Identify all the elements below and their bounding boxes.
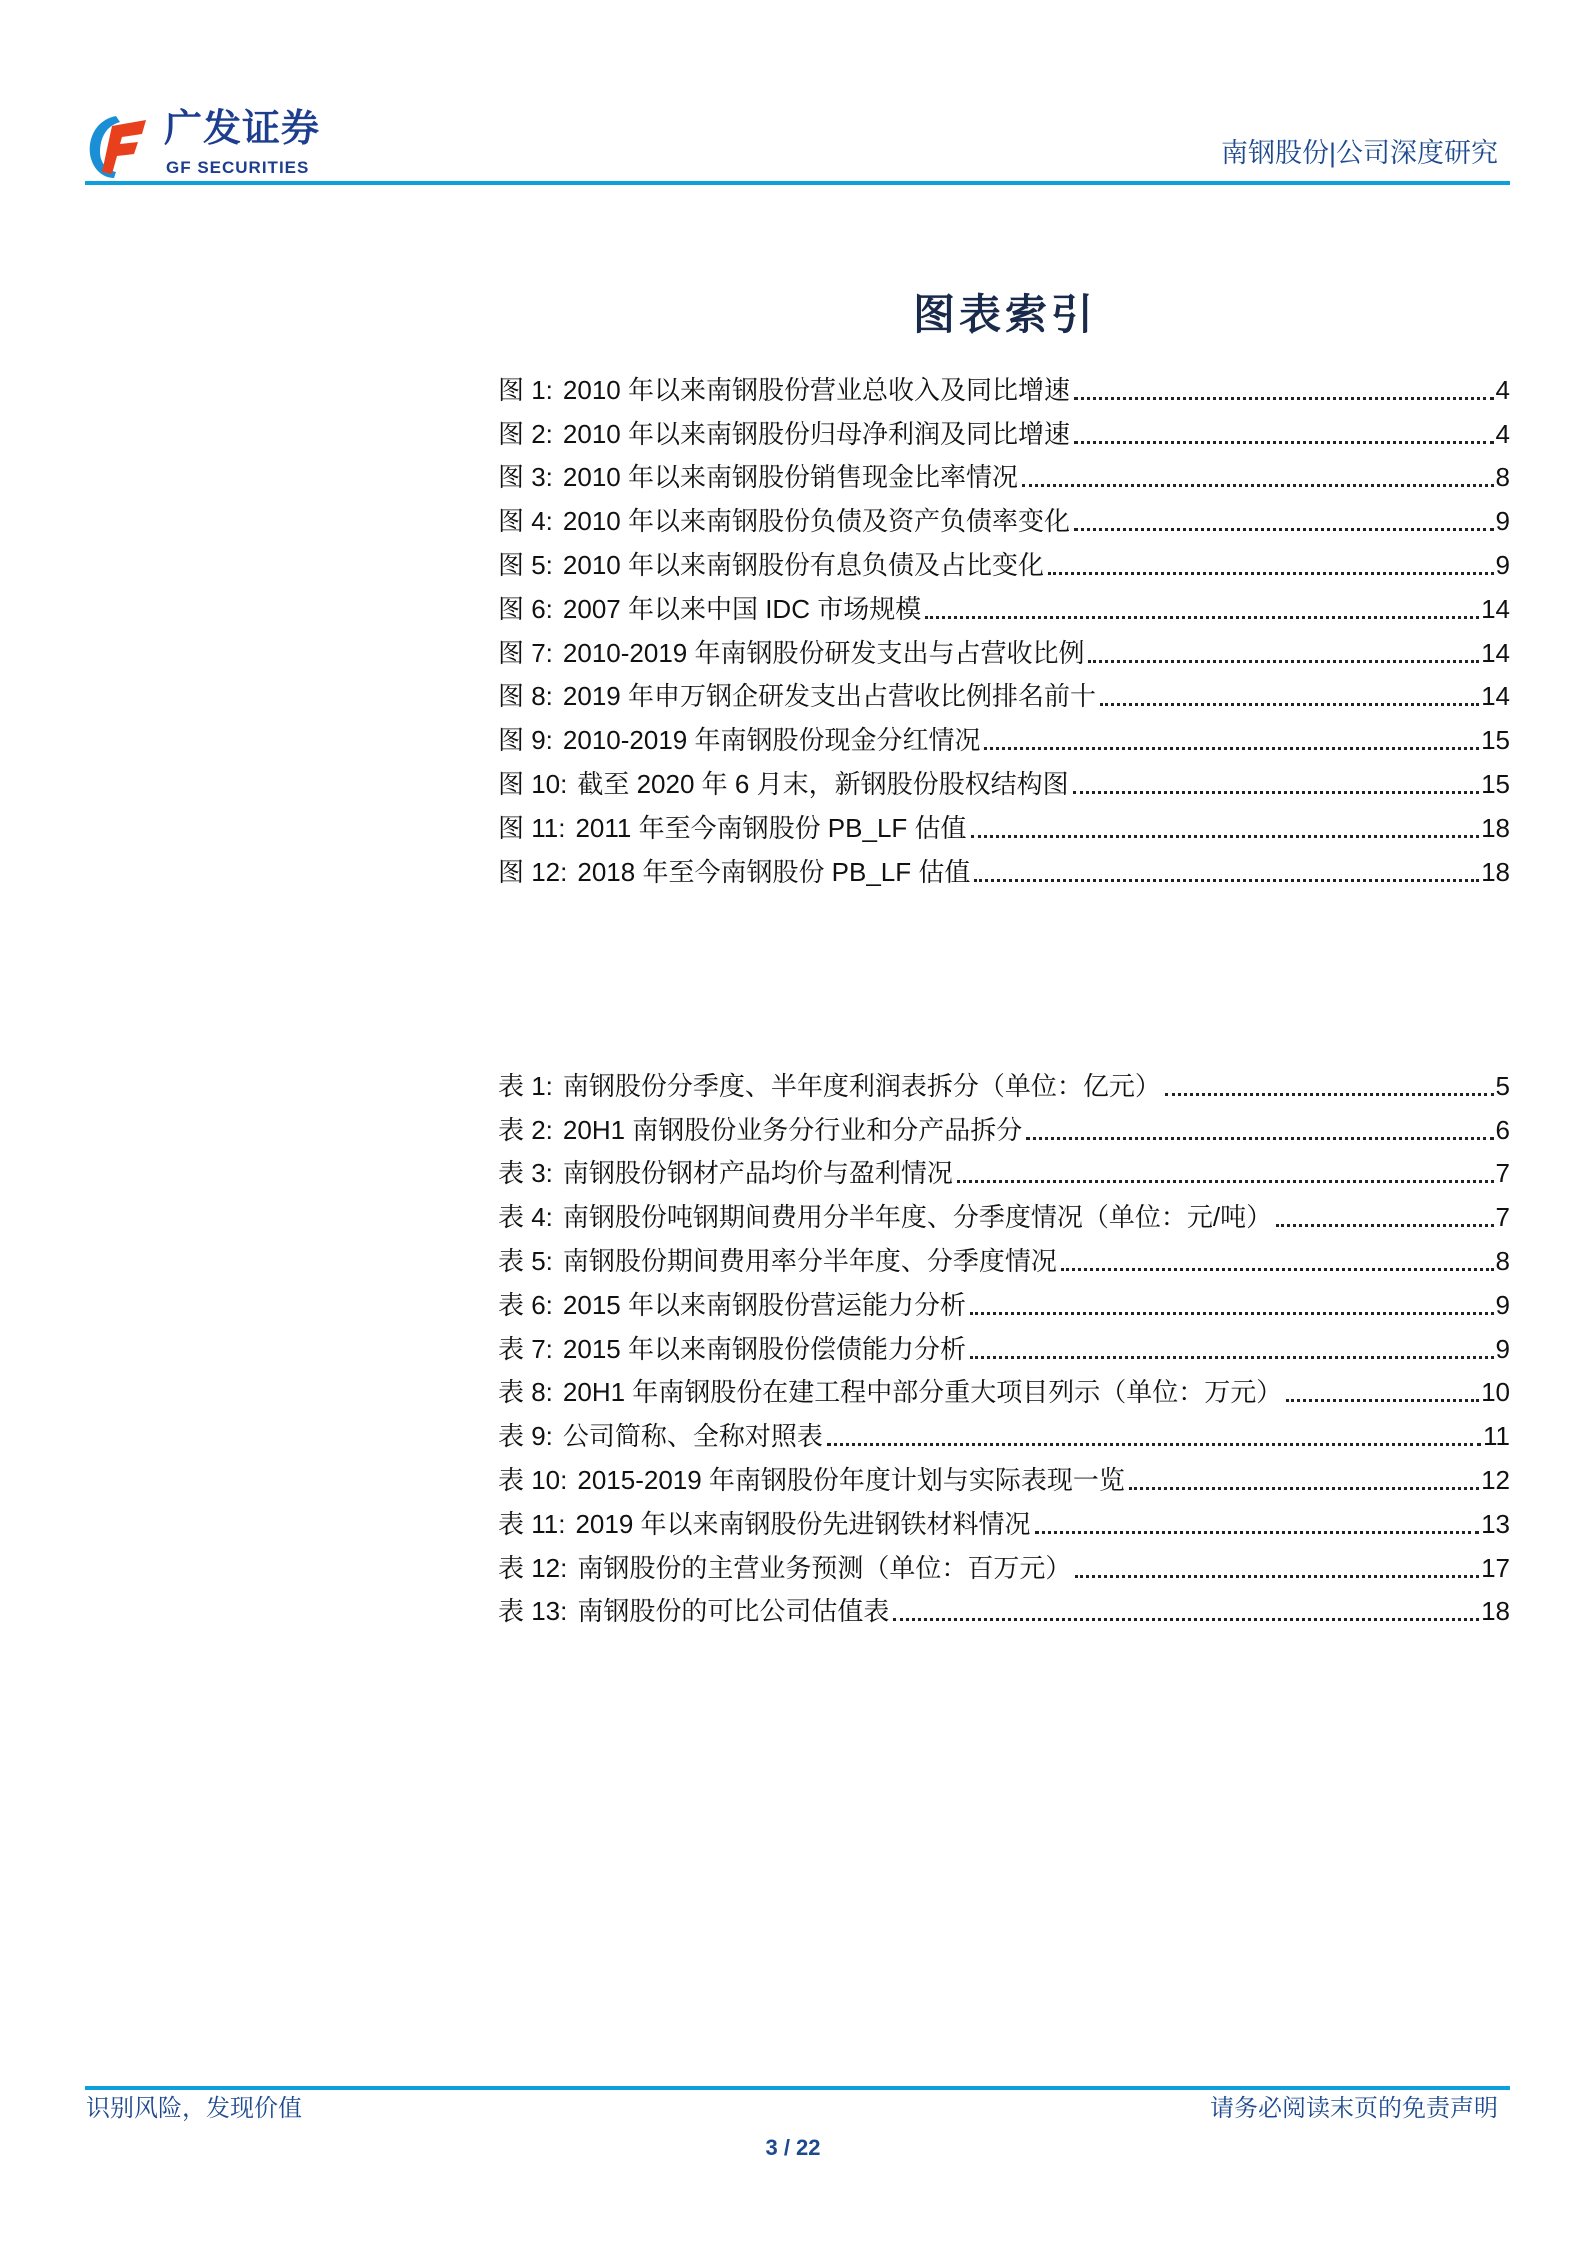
toc-entry[interactable] bbox=[498, 846, 1510, 890]
toc-title: 2015-2019 年南钢股份年度计划与实际表现一览 bbox=[577, 1464, 1125, 1495]
toc-page: 14 bbox=[1481, 637, 1510, 668]
toc-entry[interactable] bbox=[498, 1586, 1510, 1630]
toc-entry[interactable] bbox=[498, 714, 1510, 758]
toc-title: 南钢股份期间费用率分半年度、分季度情况 bbox=[562, 1245, 1057, 1276]
toc-label: 表 10: bbox=[498, 1464, 568, 1495]
toc-entry[interactable] bbox=[498, 671, 1510, 715]
toc-page: 12 bbox=[1481, 1464, 1510, 1495]
toc-entry[interactable] bbox=[498, 1235, 1510, 1279]
page-number: 3 / 22 bbox=[765, 2135, 821, 2160]
toc-label: 表 4: bbox=[498, 1202, 553, 1233]
toc-page: 18 bbox=[1481, 1596, 1510, 1627]
toc-label: 表 3: bbox=[498, 1158, 553, 1189]
toc-page: 9 bbox=[1495, 506, 1510, 537]
toc-page: 10 bbox=[1481, 1377, 1510, 1408]
toc-leader bbox=[1026, 1137, 1493, 1140]
toc-entry[interactable] bbox=[498, 1410, 1510, 1454]
toc-leader bbox=[971, 835, 1480, 838]
toc-page: 15 bbox=[1481, 768, 1510, 799]
toc-title: 南钢股份分季度、半年度利润表拆分（单位：亿元） bbox=[562, 1070, 1161, 1101]
toc-title: 截至 2020 年 6 月末，新钢股份股权结构图 bbox=[577, 768, 1069, 799]
toc-page: 14 bbox=[1481, 681, 1510, 712]
toc-title: 2010 年以来南钢股份负债及资产负债率变化 bbox=[562, 506, 1070, 537]
toc-page: 18 bbox=[1481, 812, 1510, 843]
gf-logo-icon bbox=[86, 112, 150, 180]
toc-title: 2010-2019 年南钢股份现金分红情况 bbox=[562, 725, 981, 756]
toc-label: 表 11: bbox=[498, 1508, 566, 1539]
toc-page: 6 bbox=[1495, 1114, 1510, 1145]
toc-leader bbox=[1074, 397, 1494, 400]
figure-index bbox=[498, 364, 1510, 890]
toc-label: 图 12: bbox=[498, 856, 568, 887]
toc-leader bbox=[893, 1618, 1479, 1621]
toc-entry[interactable] bbox=[498, 583, 1510, 627]
toc-page: 8 bbox=[1495, 462, 1510, 493]
toc-entry[interactable] bbox=[498, 539, 1510, 583]
toc-title: 2018 年至今南钢股份 PB_LF 估值 bbox=[577, 856, 971, 887]
toc-label: 图 5: bbox=[498, 549, 553, 580]
toc-leader bbox=[1048, 572, 1494, 575]
toc-entry[interactable] bbox=[498, 1148, 1510, 1192]
toc-label: 表 2: bbox=[498, 1114, 553, 1145]
toc-leader bbox=[1022, 484, 1494, 487]
toc-entry[interactable] bbox=[498, 1367, 1510, 1411]
toc-page: 17 bbox=[1481, 1552, 1510, 1583]
toc-entry[interactable] bbox=[498, 1191, 1510, 1235]
toc-label: 表 13: bbox=[498, 1596, 568, 1627]
toc-label: 表 8: bbox=[498, 1377, 553, 1408]
toc-label: 图 1: bbox=[498, 374, 553, 405]
header-divider bbox=[85, 181, 1510, 185]
toc-label: 表 12: bbox=[498, 1552, 568, 1583]
toc-title: 2007 年以来中国 IDC 市场规模 bbox=[562, 593, 922, 624]
toc-title: 公司简称、全称对照表 bbox=[562, 1421, 823, 1452]
toc-label: 图 10: bbox=[498, 768, 568, 799]
toc-label: 图 9: bbox=[498, 725, 553, 756]
toc-entry[interactable] bbox=[498, 802, 1510, 846]
page-title: 图表索引 bbox=[912, 290, 1097, 339]
toc-entry[interactable] bbox=[498, 1279, 1510, 1323]
toc-entry[interactable] bbox=[498, 495, 1510, 539]
toc-leader bbox=[1074, 441, 1494, 444]
table-index bbox=[498, 1060, 1510, 1629]
toc-title: 南钢股份的可比公司估值表 bbox=[577, 1596, 890, 1627]
toc-leader bbox=[957, 1180, 1494, 1183]
toc-leader bbox=[1129, 1487, 1479, 1490]
toc-page: 5 bbox=[1495, 1070, 1510, 1101]
toc-page: 15 bbox=[1481, 725, 1510, 756]
toc-entry[interactable] bbox=[498, 364, 1510, 408]
toc-leader bbox=[1073, 791, 1480, 794]
toc-title: 2010-2019 年南钢股份研发支出与占营收比例 bbox=[562, 637, 1085, 668]
gf-securities-logo bbox=[86, 108, 346, 184]
logo-en-text: GF SECURITIES bbox=[166, 158, 310, 177]
toc-leader bbox=[1286, 1399, 1479, 1402]
toc-page: 9 bbox=[1495, 1289, 1510, 1320]
toc-label: 图 11: bbox=[498, 812, 566, 843]
toc-page: 9 bbox=[1495, 1333, 1510, 1364]
toc-entry[interactable] bbox=[498, 758, 1510, 802]
toc-leader bbox=[1075, 1575, 1479, 1578]
toc-title: 南钢股份钢材产品均价与盈利情况 bbox=[562, 1158, 953, 1189]
footer-slogan: 识别风险，发现价值 bbox=[86, 2095, 302, 2122]
toc-title: 2011 年至今南钢股份 PB_LF 估值 bbox=[575, 812, 967, 843]
toc-leader bbox=[970, 1312, 1494, 1315]
toc-entry[interactable] bbox=[498, 1498, 1510, 1542]
toc-entry[interactable] bbox=[498, 452, 1510, 496]
toc-label: 图 6: bbox=[498, 593, 553, 624]
toc-entry[interactable] bbox=[498, 1454, 1510, 1498]
footer-disclaimer: 请务必阅读末页的免责声明 bbox=[1210, 2095, 1498, 2122]
toc-title: 2015 年以来南钢股份偿债能力分析 bbox=[562, 1333, 966, 1364]
toc-title: 2019 年申万钢企研发支出占营收比例排名前十 bbox=[562, 681, 1096, 712]
toc-page: 14 bbox=[1481, 593, 1510, 624]
toc-label: 图 3: bbox=[498, 462, 553, 493]
toc-entry[interactable] bbox=[498, 408, 1510, 452]
toc-label: 图 7: bbox=[498, 637, 553, 668]
toc-page: 4 bbox=[1495, 418, 1510, 449]
toc-leader bbox=[1276, 1224, 1493, 1227]
toc-entry[interactable] bbox=[498, 1060, 1510, 1104]
toc-title: 20H1 年南钢股份在建工程中部分重大项目列示（单位：万元） bbox=[562, 1377, 1283, 1408]
toc-leader bbox=[974, 879, 1479, 882]
toc-label: 表 1: bbox=[498, 1070, 553, 1101]
toc-leader bbox=[984, 747, 1479, 750]
toc-title: 2015 年以来南钢股份营运能力分析 bbox=[562, 1289, 966, 1320]
toc-title: 2019 年以来南钢股份先进钢铁材料情况 bbox=[575, 1508, 1031, 1539]
toc-page: 9 bbox=[1495, 549, 1510, 580]
toc-entry[interactable] bbox=[498, 1104, 1510, 1148]
toc-leader bbox=[1035, 1531, 1480, 1534]
toc-page: 7 bbox=[1495, 1158, 1510, 1189]
toc-entry[interactable] bbox=[498, 1542, 1510, 1586]
report-category: 南钢股份|公司深度研究 bbox=[1220, 138, 1498, 168]
toc-title: 南钢股份的主营业务预测（单位：百万元） bbox=[577, 1552, 1072, 1583]
toc-entry[interactable] bbox=[498, 1323, 1510, 1367]
toc-page: 4 bbox=[1495, 374, 1510, 405]
toc-leader bbox=[1061, 1268, 1494, 1271]
toc-label: 表 6: bbox=[498, 1289, 553, 1320]
toc-label: 图 2: bbox=[498, 418, 553, 449]
logo-cn-text: 广发证券 bbox=[164, 108, 321, 150]
toc-leader bbox=[970, 1356, 1494, 1359]
footer-divider bbox=[85, 2086, 1510, 2090]
toc-leader bbox=[1100, 703, 1479, 706]
toc-title: 南钢股份吨钢期间费用分半年度、分季度情况（单位：元/吨） bbox=[562, 1202, 1273, 1233]
toc-leader bbox=[1165, 1093, 1494, 1096]
toc-title: 2010 年以来南钢股份营业总收入及同比增速 bbox=[562, 374, 1070, 405]
toc-entry[interactable] bbox=[498, 627, 1510, 671]
toc-page: 8 bbox=[1495, 1245, 1510, 1276]
toc-page: 13 bbox=[1481, 1508, 1510, 1539]
toc-label: 表 7: bbox=[498, 1333, 553, 1364]
toc-title: 20H1 南钢股份业务分行业和分产品拆分 bbox=[562, 1114, 1023, 1145]
toc-page: 11 bbox=[1483, 1421, 1510, 1452]
toc-leader bbox=[1074, 528, 1494, 531]
toc-label: 图 8: bbox=[498, 681, 553, 712]
toc-label: 表 9: bbox=[498, 1421, 553, 1452]
toc-leader bbox=[1088, 660, 1479, 663]
toc-leader bbox=[827, 1443, 1481, 1446]
toc-label: 图 4: bbox=[498, 506, 553, 537]
toc-page: 18 bbox=[1481, 856, 1510, 887]
toc-label: 表 5: bbox=[498, 1245, 553, 1276]
toc-title: 2010 年以来南钢股份归母净利润及同比增速 bbox=[562, 418, 1070, 449]
toc-leader bbox=[925, 616, 1479, 619]
toc-title: 2010 年以来南钢股份有息负债及占比变化 bbox=[562, 549, 1044, 580]
toc-page: 7 bbox=[1495, 1202, 1510, 1233]
toc-title: 2010 年以来南钢股份销售现金比率情况 bbox=[562, 462, 1018, 493]
